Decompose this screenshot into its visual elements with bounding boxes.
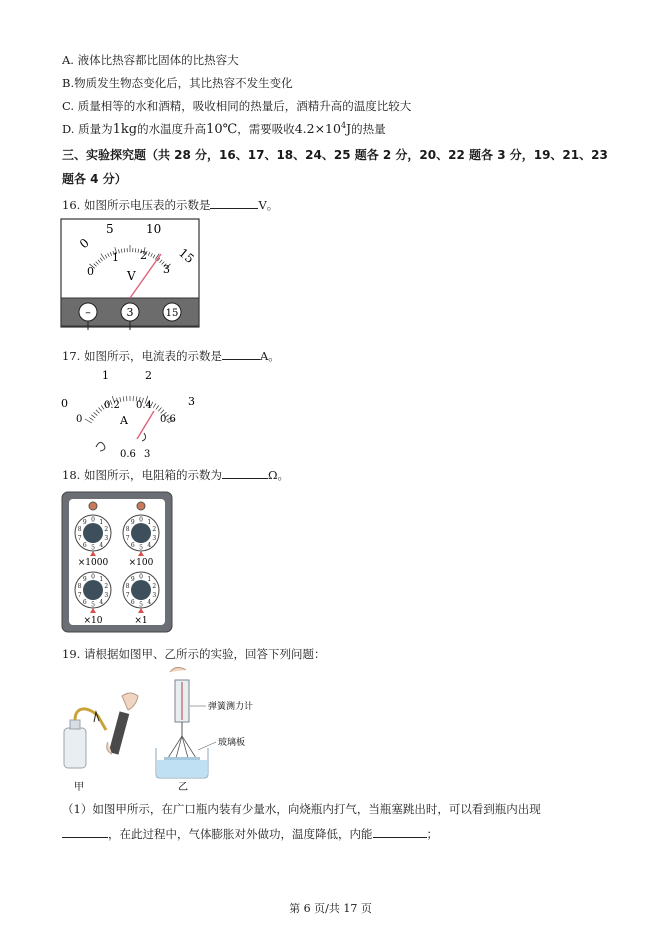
- scale-tick: [156, 405, 159, 409]
- dial-label: ×1000: [77, 558, 109, 568]
- q19-part1-line2: [62, 826, 438, 842]
- am-terminal-label: 0.6: [120, 449, 136, 459]
- q16-text: 16. 如图所示电压表的示数是: [62, 198, 211, 212]
- option-d-exp: 4: [340, 121, 347, 131]
- q19-part1-end: ；: [426, 827, 438, 841]
- dial-digit: 8: [125, 526, 130, 534]
- dial-digit: 6: [82, 541, 87, 549]
- q17-answer-blank[interactable]: [222, 349, 260, 360]
- q18-unit: Ω。: [267, 468, 289, 482]
- am-bottom-label: 0: [76, 414, 83, 425]
- scale-tick: [99, 407, 102, 411]
- option-d-heat: 4.2×10: [294, 121, 341, 136]
- figure-label-jia: 甲: [74, 782, 84, 793]
- scale-tick: [161, 410, 164, 414]
- dial-digit: 0: [139, 516, 143, 524]
- vm-bottom-label: 1: [112, 251, 119, 264]
- vm-top-label: 10: [146, 222, 162, 236]
- dial-digit: 5: [139, 601, 143, 609]
- option-d-mid: 的水温度升高: [137, 122, 207, 136]
- dial-digit: 5: [91, 601, 95, 609]
- page-footer: 第 6 页/共 17 页: [289, 902, 372, 915]
- am-top-label: 2: [145, 369, 152, 382]
- terminal-label: 3: [126, 306, 134, 319]
- dial-digit: 0: [139, 573, 143, 581]
- dial-digit: 8: [125, 583, 130, 591]
- figure-label-yi: 乙: [178, 782, 188, 793]
- question-16: [62, 197, 278, 213]
- q19-blank-1[interactable]: [62, 827, 108, 838]
- dial-digit: 9: [130, 576, 135, 584]
- dial-digit: 4: [147, 541, 152, 549]
- voltmeter-unit-label: V: [127, 269, 136, 283]
- q19-part1-line1: （1）如图甲所示，在广口瓶内装有少量水，向烧瓶内打气，当瓶塞跳出时，可以看到瓶内出现: [62, 802, 541, 816]
- terminal-label: –: [85, 306, 91, 319]
- dial-digit: 9: [130, 519, 135, 527]
- dial-digit: 0: [91, 573, 95, 581]
- voltmeter-figure: [60, 218, 200, 330]
- dial-label: ×1: [134, 616, 148, 626]
- question-19-intro: 19. 请根据如图甲、乙所示的实验，回答下列问题：: [62, 647, 326, 661]
- vm-bottom-label: 3: [163, 263, 170, 276]
- dial-digit: 0: [91, 516, 95, 524]
- dial-digit: 6: [82, 598, 87, 606]
- option-d-pre: D. 质量为: [62, 122, 113, 136]
- terminal-3-icon: [142, 433, 146, 441]
- dial-label: ×10: [83, 616, 103, 626]
- dial-digit: 1: [99, 576, 104, 584]
- dial-digit: 3: [152, 534, 157, 542]
- option-d-mass: 1kg: [112, 122, 138, 137]
- option-d-post: 的热量: [351, 122, 386, 136]
- resistance-box-figure: [61, 491, 173, 633]
- dial-digit: 2: [152, 583, 157, 591]
- option-d-unit: J: [346, 121, 352, 136]
- q16-unit: V。: [258, 198, 279, 212]
- dial-label: ×100: [128, 558, 154, 568]
- binding-post-icon: [137, 502, 145, 510]
- label-spring-balance: 弹簧测力计: [208, 702, 254, 712]
- q19-part1-mid: ，在此过程中，气体膨胀对外做功，温度降低，内能: [108, 827, 373, 841]
- dial-digit: 2: [104, 583, 109, 591]
- dial-digit: 7: [125, 591, 130, 599]
- am-bottom-label: 0.6: [160, 414, 176, 425]
- scale-tick: [94, 412, 98, 415]
- vm-bottom-label: 0: [87, 265, 94, 278]
- am-bottom-label: 0.2: [104, 400, 120, 411]
- dial-digit: 3: [104, 591, 109, 599]
- am-top-label: 3: [188, 395, 195, 408]
- dial-digit: 1: [99, 519, 104, 527]
- ammeter-unit-label: A: [120, 414, 128, 427]
- option-c: C. 质量相等的水和酒精，吸收相同的热量后，酒精升高的温度比较大: [62, 99, 412, 113]
- option-d: [62, 121, 386, 137]
- terminal-label: 15: [165, 308, 179, 319]
- dial-digit: 6: [130, 541, 135, 549]
- dial-digit: 3: [152, 591, 157, 599]
- question-18: [62, 467, 289, 483]
- label-glass-plate: 玻璃板: [218, 738, 246, 748]
- q18-answer-blank[interactable]: [222, 468, 268, 479]
- dial-digit: 5: [91, 544, 95, 552]
- scale-tick: [158, 407, 161, 411]
- voltmeter-terminals: [79, 303, 181, 321]
- scale-tick: [123, 396, 124, 401]
- dial-digit: 7: [77, 534, 82, 542]
- dial-digit: 4: [99, 541, 104, 549]
- experiment-figures: [60, 666, 270, 794]
- ammeter-figure: [60, 367, 200, 459]
- dial-digit: 6: [130, 598, 135, 606]
- dial-digit: 7: [77, 591, 82, 599]
- section-heading-line2: 题各 4 分）: [62, 172, 127, 186]
- dial-digit: 8: [77, 583, 82, 591]
- dial-digit: 9: [82, 576, 87, 584]
- dial-digit: 4: [99, 598, 104, 606]
- vm-top-label: 15: [176, 245, 197, 267]
- dial-digit: 8: [77, 526, 82, 534]
- scale-tick: [153, 403, 156, 407]
- binding-post-icon: [89, 502, 97, 510]
- option-b: B.物质发生物态变化后，其比热容不发生变化: [62, 76, 293, 90]
- am-terminal-label: 3: [144, 449, 151, 459]
- dial-digit: 4: [147, 598, 152, 606]
- am-bottom-label: 0.4: [136, 400, 152, 411]
- q17-unit: A。: [259, 349, 280, 363]
- scale-tick: [85, 419, 92, 423]
- q16-answer-blank[interactable]: [210, 198, 258, 209]
- option-d-mid2: ，需要吸收: [237, 122, 295, 136]
- dial-digit: 7: [125, 534, 130, 542]
- q17-text: 17. 如图所示，电流表的示数是: [62, 349, 222, 363]
- question-17: [62, 348, 280, 364]
- option-d-temp: 10℃: [206, 122, 238, 137]
- dial-digit: 2: [152, 526, 157, 534]
- spring-balance-apparatus: [156, 667, 216, 778]
- dial-digit: 1: [147, 576, 152, 584]
- am-top-label: 1: [102, 369, 109, 382]
- vm-top-label: 5: [106, 222, 114, 236]
- q18-text: 18. 如图所示，电阻箱的示数为: [62, 468, 222, 482]
- dial-digit: 2: [104, 526, 109, 534]
- scale-tick: [120, 397, 121, 402]
- terminal-neg-icon: [96, 442, 105, 451]
- vm-bottom-label: 2: [140, 249, 147, 262]
- dial-digit: 9: [82, 519, 87, 527]
- option-a: A. 液体比热容都比固体的比热容大: [62, 53, 239, 67]
- q19-blank-2[interactable]: [373, 827, 427, 838]
- scale-tick: [91, 415, 95, 418]
- dial-digit: 3: [104, 534, 109, 542]
- scale-tick: [96, 410, 99, 414]
- bottle-pump-apparatus: [64, 693, 138, 768]
- vm-top-label: 0: [76, 235, 92, 252]
- scale-tick: [89, 418, 93, 421]
- section-heading-line1: 三、实验探究题（共 28 分，16、17、18、24、25 题各 2 分，20、22 题各 3 分，19、21、23: [62, 148, 608, 162]
- am-top-label: 0: [61, 397, 68, 410]
- dial-digit: 1: [147, 519, 152, 527]
- dial-digit: 5: [139, 544, 143, 552]
